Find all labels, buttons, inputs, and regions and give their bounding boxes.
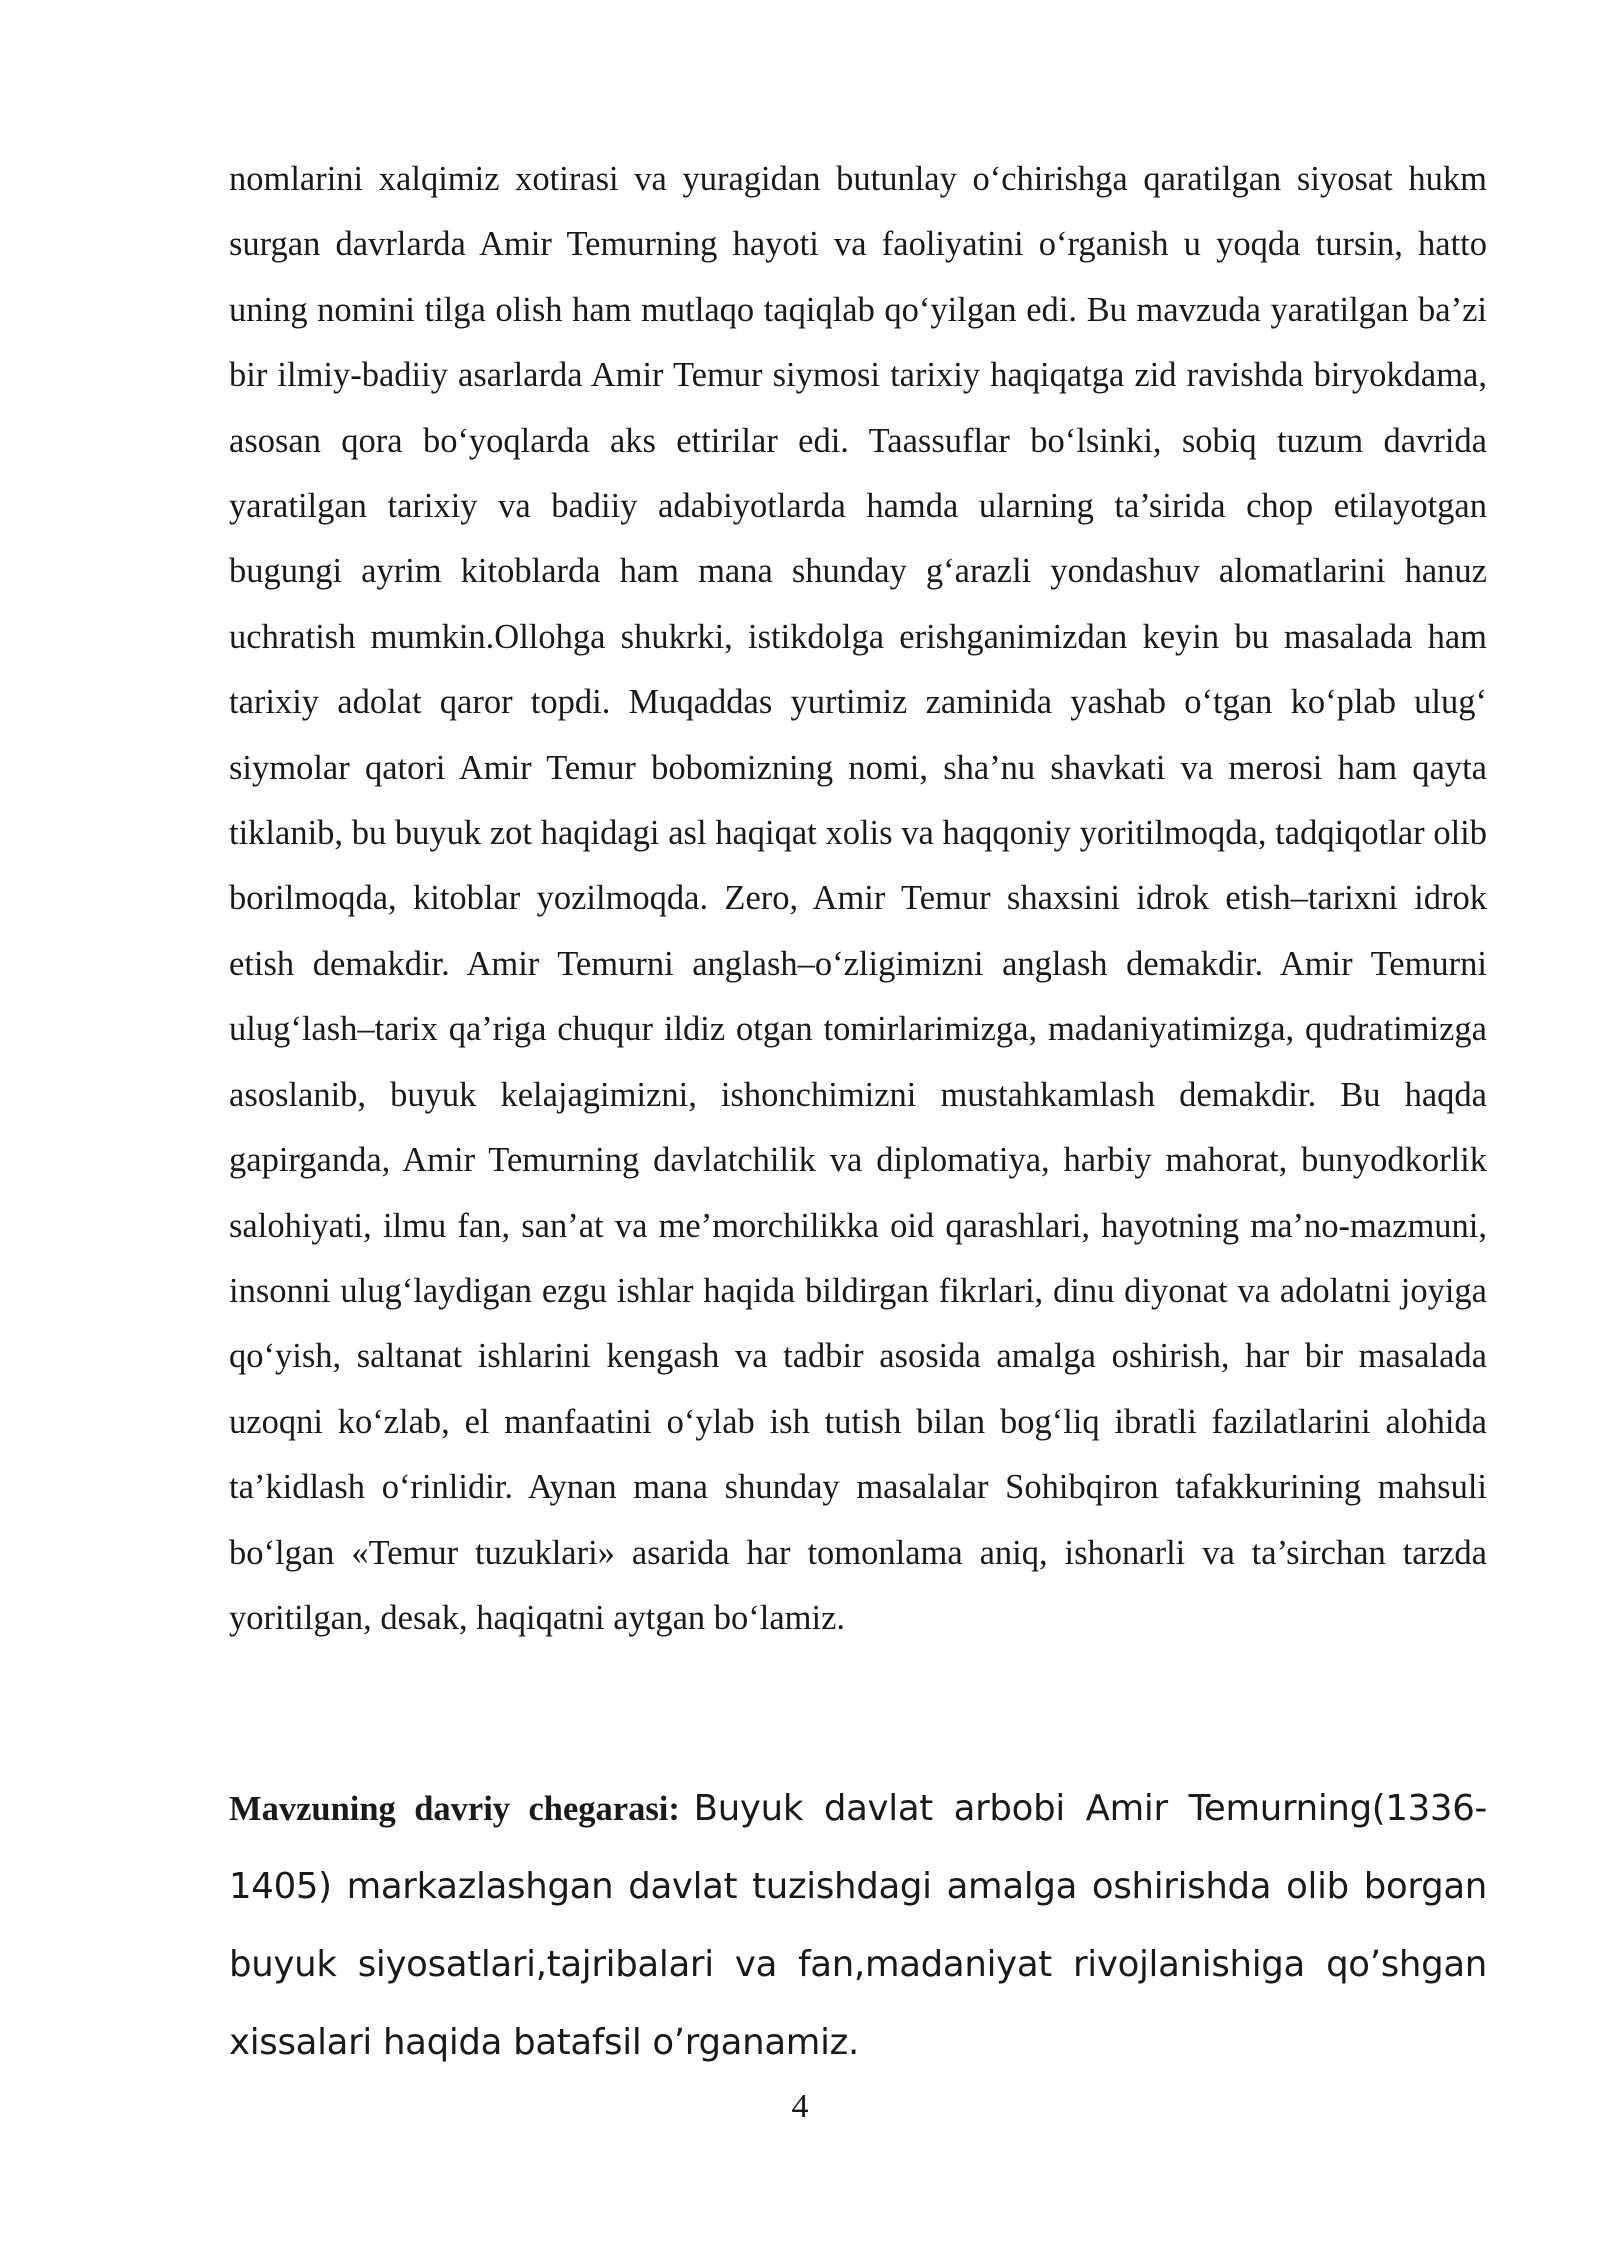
period-scope-label: Mavzuning davriy chegarasi: [229, 1790, 680, 1828]
period-scope-text: Buyuk davlat arbobi Amir Temurning(1336-1405) markazlashgan davlat tuzishdagi amalga oshirishda olib borgan buyuk siyosatlari,tajribalari va fan,madaniyat rivojlanishiga qo’shgan xissalari haqida batafsil o’rganamiz. [229, 1788, 1488, 2063]
page-number: 4 [791, 2088, 809, 2125]
body-paragraph: nomlarini xalqimiz xotirasi va yuragidan butunlay o‘chirishga qaratilgan siyosat hukm surgan davrlarda Amir Temurning hayoti va faoliyatini o‘rganish u yoqda tursin, hatto uning nomini tilga olish ham mutlaqo taqiqlab qo‘yilgan edi. Bu mavzuda yaratilgan ba’zi bir ilmiy-badiiy asarlarda Amir Temur siymosi tarixiy haqiqatga zid ravishda biryokdama, asosan qora bo‘yoqlarda aks ettirilar edi. Taassuflar bo‘lsinki, sobiq tuzum davrida yaratilgan tarixiy va badiiy adabiyotlarda hamda ularning ta’sirida chop etilayotgan bugungi ayrim kitoblarda ham mana shunday g‘arazli yondashuv alomatlarini hanuz uchratish mumkin.Ollohga shukrki, istikdolga erishganimizdan keyin bu masalada ham tarixiy adolat qaror topdi. Muqaddas yurtimiz zaminida yashab o‘tgan ko‘plab ulug‘ siymolar qatori Amir Temur bobomizning nomi, sha’nu shavkati va merosi ham qayta tiklanib, bu buyuk zot haqidagi asl haqiqat xolis va haqqoniy yoritilmoqda, tadqiqotlar olib borilmoqda, kitoblar yozilmoqda. Zero, Amir Temur shaxsini idrok etish–tarixni idrok etish demakdir. Amir Temurni anglash–o‘zligimizni anglash demakdir. Amir Temurni ulug‘lash–tarix qa’riga chuqur ildiz otgan tomirlarimizga, madaniyatimizga, qudratimizga asoslanib, buyuk kelajagimizni, ishonchimizni mustahkamlash demakdir. Bu haqda gapirganda, Amir Temurning davlatchilik va diplomatiya, harbiy mahorat, bunyodkorlik salohiyati, ilmu fan, san’at va me’morchilikka oid qarashlari, hayotning ma’no-mazmuni, insonni ulug‘laydigan ezgu ishlar haqida bildirgan fikrlari, dinu diyonat va adolatni joyiga qo‘yish, saltanat ishlarini kengash va tadbir asosida amalga oshirish, har bir masalada uzoqni ko‘zlab, el manfaatini o‘ylab ish tutish bilan bog‘liq ibratli fazilatlarini alohida ta’kidlash o‘rinlidir. Aynan mana shunday masalalar Sohibqiron tafakkurining mahsuli bo‘lgan «Temur tuzuklari» asarida har tomonlama aniq, ishonarli va ta’sirchan tarzda yoritilgan, desak, haqiqatni aytgan bo‘lamiz. [229, 160, 1487, 1637]
period-scope-paragraph [229, 1770, 1487, 2082]
